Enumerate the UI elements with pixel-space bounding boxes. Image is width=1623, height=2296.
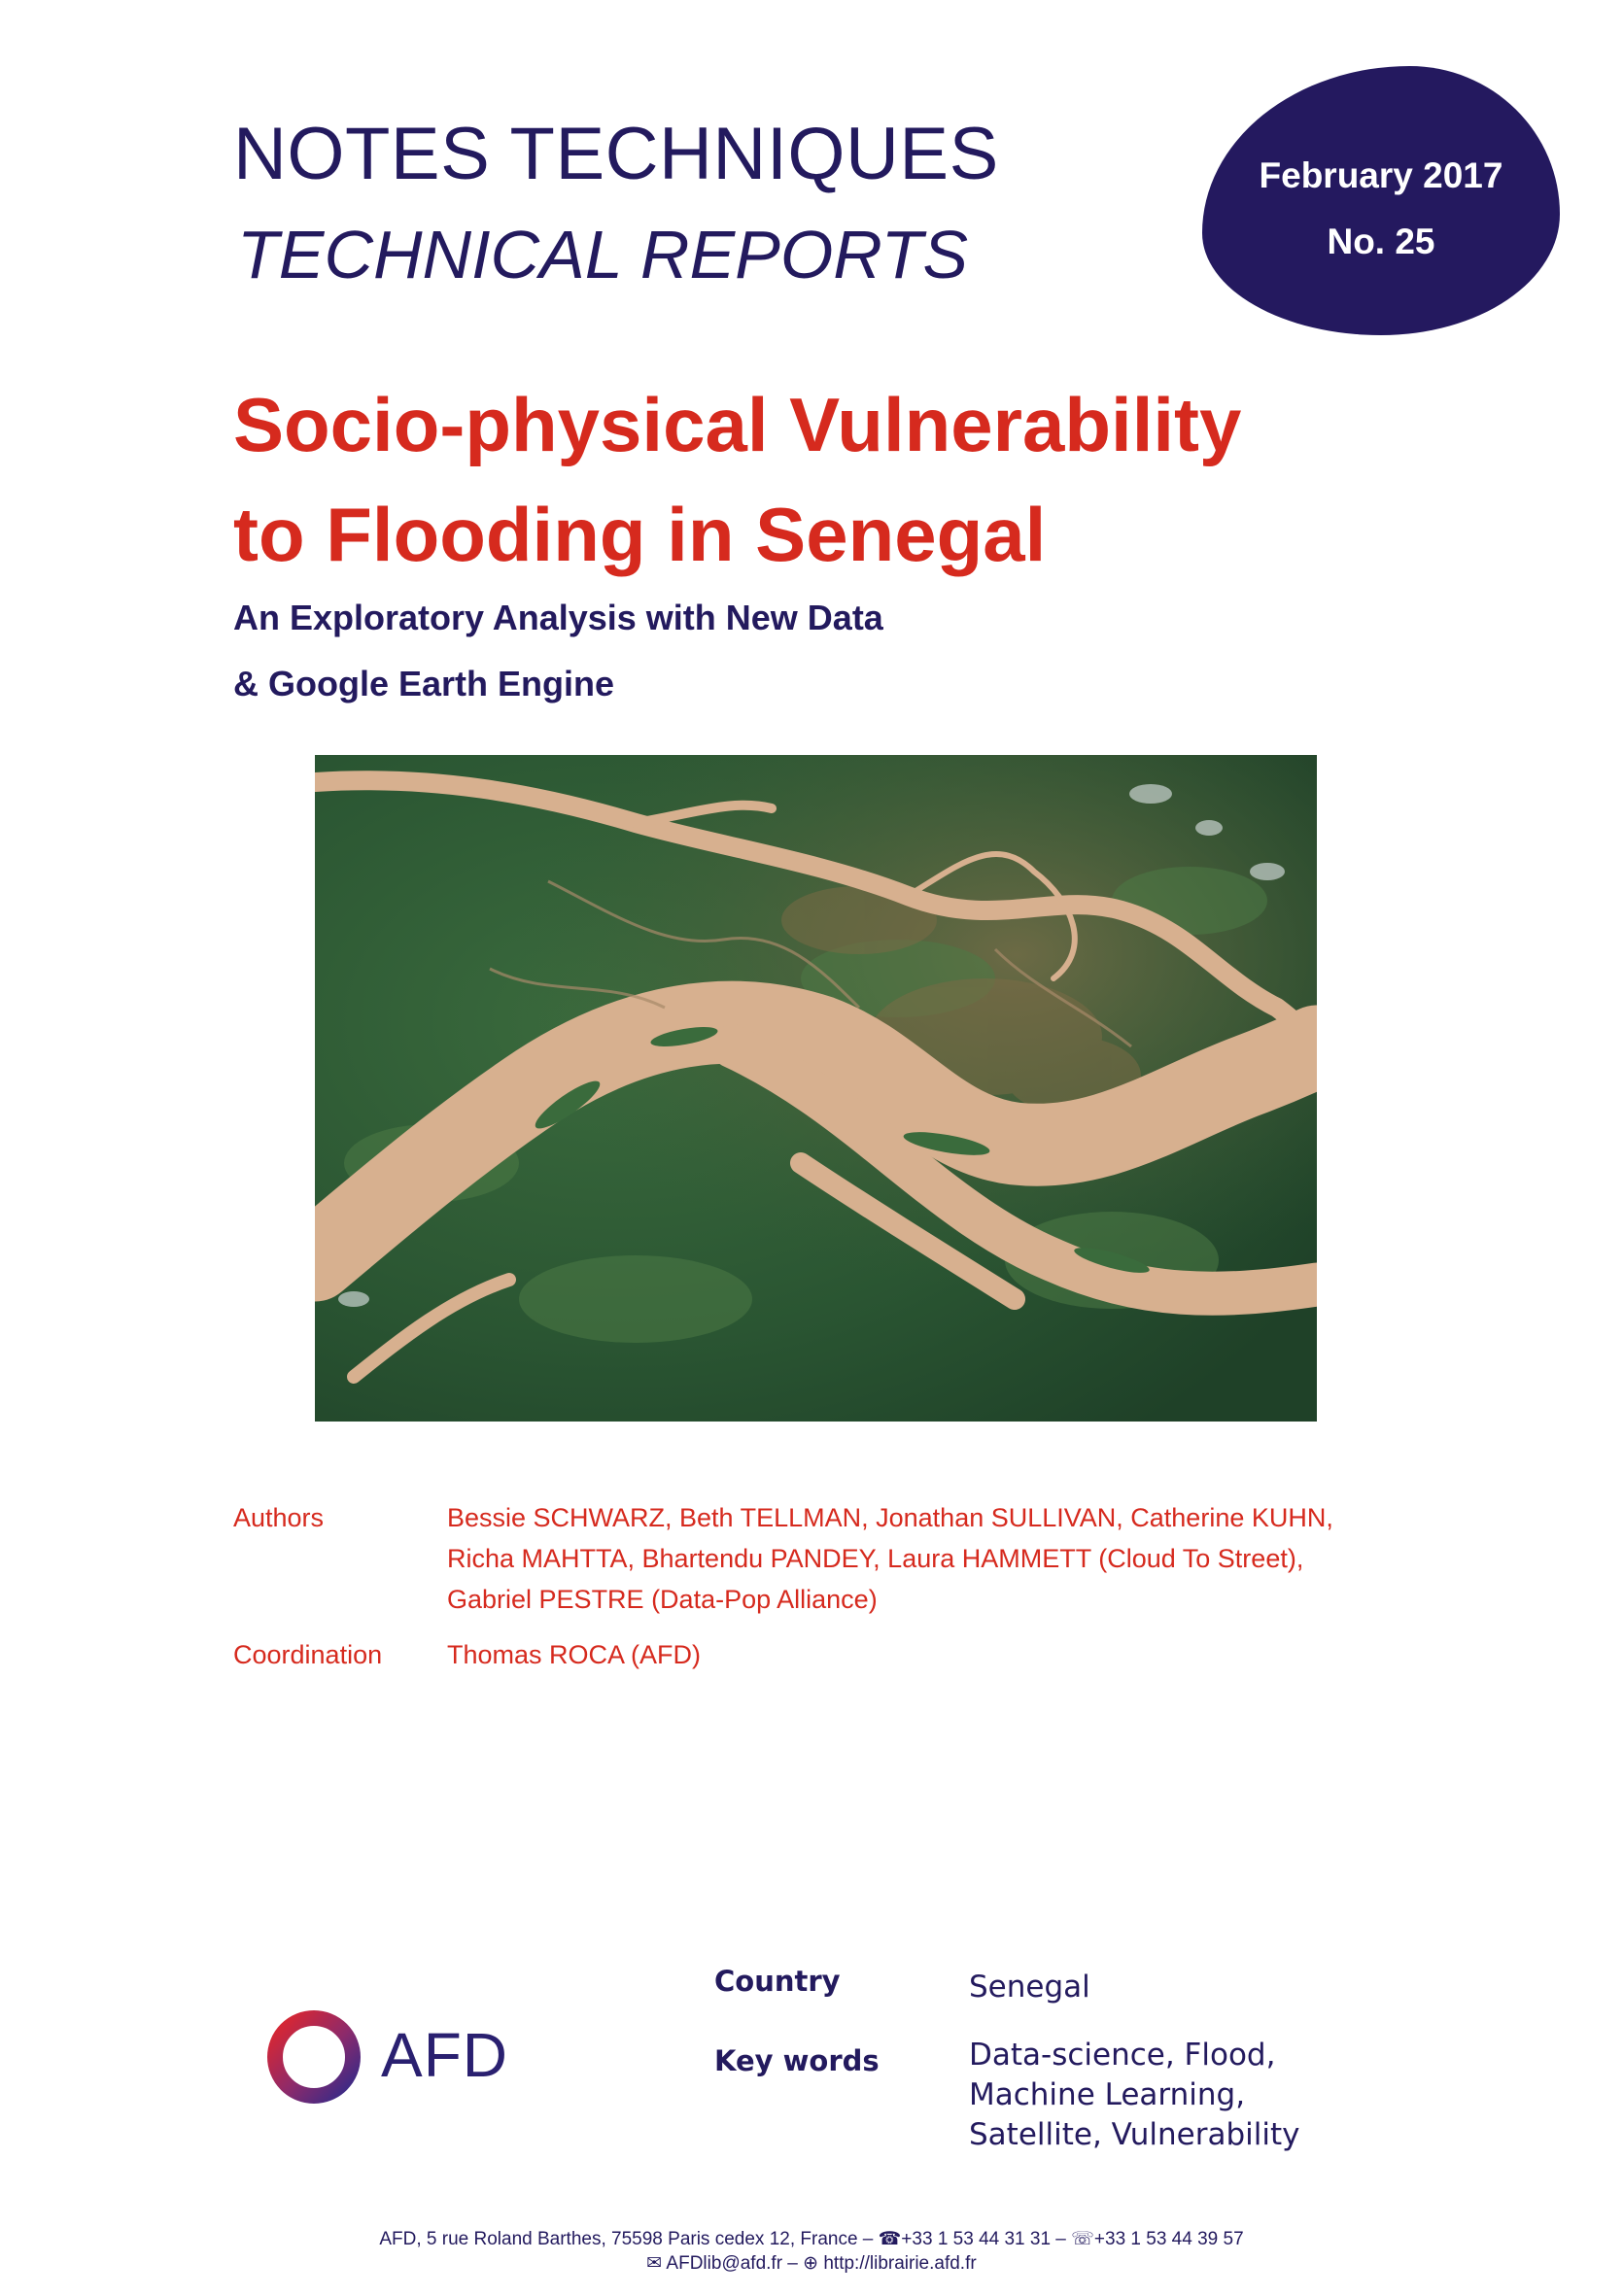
coordination-label: Coordination [233,1640,383,1669]
coordination-value: Thomas ROCA (AFD) [447,1640,702,1669]
report-subtitle-line-1: An Exploratory Analysis with New Data [233,598,883,637]
footer-contact: ✉ AFDlib@afd.fr – ⊕ http://librairie.afd.fr [646,2253,977,2274]
authors-label: Authors [233,1503,325,1532]
authors-line: Richa MAHTTA, Bhartendu PANDEY, Laura HAMMETT (Cloud To Street), [447,1544,1304,1573]
report-title-line-2: to Flooding in Senegal [233,492,1047,577]
country-value: Senegal [969,1970,1090,2005]
authors-line: Gabriel PESTRE (Data-Pop Alliance) [447,1585,878,1614]
keywords-label: Key words [714,2044,880,2077]
authors-line: Bessie SCHWARZ, Beth TELLMAN, Jonathan SULLIVAN, Catherine KUHN, [447,1503,1333,1532]
satellite-river-image [315,755,1317,1422]
afd-logo-ring-icon [262,2005,365,2108]
series-title-en: TECHNICAL REPORTS [237,217,969,292]
issue-badge [1202,66,1560,335]
footer-address: AFD, 5 rue Roland Barthes, 75598 Paris cedex 12, France – ☎+33 1 53 44 31 31 – ☏+33 1 53 44 39 57 [379,2229,1244,2249]
issue-date: February 2017 [1259,155,1503,195]
report-subtitle-line-2: & Google Earth Engine [233,664,615,703]
series-title-fr: NOTES TECHNIQUES [233,113,999,195]
country-label: Country [714,1965,841,1998]
issue-number: No. 25 [1327,222,1435,261]
keywords-line: Data-science, Flood, [969,2038,1276,2073]
keywords-line: Machine Learning, [969,2077,1246,2112]
keywords-line: Satellite, Vulnerability [969,2117,1300,2152]
report-title-line-1: Socio-physical Vulnerability [233,382,1242,467]
afd-logo-text: AFD [381,2020,508,2090]
